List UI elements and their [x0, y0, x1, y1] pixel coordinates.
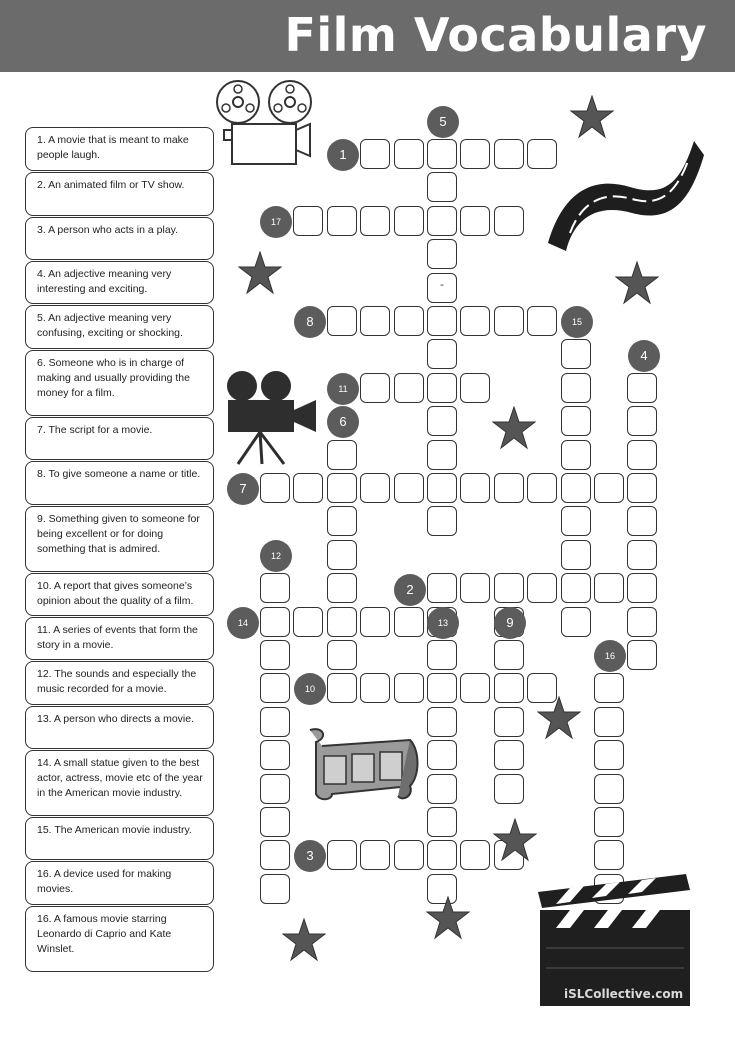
clue-box: 11. A series of events that form the story in a movie.: [25, 617, 214, 660]
grid-cell[interactable]: [460, 840, 490, 870]
grid-cell[interactable]: [627, 506, 657, 536]
page-title: Film Vocabulary: [284, 8, 707, 62]
grid-cell[interactable]: [394, 473, 424, 503]
grid-cell[interactable]: [427, 206, 457, 236]
clue-box: 10. A report that gives someone’s opinion about the quality of a film.: [25, 573, 214, 616]
grid-cell[interactable]: [360, 306, 390, 336]
grid-cell[interactable]: [427, 740, 457, 770]
grid-cell[interactable]: [260, 607, 290, 637]
grid-cell[interactable]: [427, 840, 457, 870]
grid-cell[interactable]: [427, 440, 457, 470]
grid-cell[interactable]: [394, 139, 424, 169]
grid-cell[interactable]: [327, 573, 357, 603]
grid-cell[interactable]: [427, 573, 457, 603]
grid-cell[interactable]: [627, 540, 657, 570]
grid-cell[interactable]: [594, 707, 624, 737]
grid-cell[interactable]: [327, 673, 357, 703]
clue-number-16: 16: [594, 640, 626, 672]
grid-cell[interactable]: [594, 473, 624, 503]
clue-number-3: 3: [294, 840, 326, 872]
clue-number-4: 4: [628, 340, 660, 372]
grid-cell[interactable]: [494, 206, 524, 236]
star-icon: [615, 261, 659, 305]
grid-cell[interactable]: [627, 640, 657, 670]
grid-cell[interactable]: [427, 506, 457, 536]
grid-cell[interactable]: [594, 573, 624, 603]
clue-number-9: 9: [494, 607, 526, 639]
grid-cell[interactable]: [327, 506, 357, 536]
grid-cell[interactable]: [327, 440, 357, 470]
clue-box: 8. To give someone a name or title.: [25, 461, 214, 505]
grid-cell[interactable]: [394, 306, 424, 336]
grid-cell[interactable]: [427, 172, 457, 202]
star-icon: [426, 896, 470, 940]
grid-cell[interactable]: [627, 440, 657, 470]
star-icon: [492, 406, 536, 450]
clue-number-8: 8: [294, 306, 326, 338]
grid-cell[interactable]: [527, 573, 557, 603]
grid-cell[interactable]: [260, 473, 290, 503]
grid-cell[interactable]: [427, 373, 457, 403]
grid-cell[interactable]: [561, 473, 591, 503]
clue-box: 2. An animated film or TV show.: [25, 172, 214, 216]
grid-cell[interactable]: [293, 206, 323, 236]
grid-cell[interactable]: [494, 139, 524, 169]
grid-cell[interactable]: [260, 874, 290, 904]
grid-cell[interactable]: [260, 673, 290, 703]
grid-cell[interactable]: [460, 573, 490, 603]
grid-cell[interactable]: [427, 640, 457, 670]
grid-cell[interactable]: [293, 473, 323, 503]
grid-cell[interactable]: [561, 506, 591, 536]
grid-cell[interactable]: [260, 707, 290, 737]
clue-box: 9. Something given to someone for being excellent or for doing something that is admired.: [25, 506, 214, 572]
grid-cell[interactable]: [427, 306, 457, 336]
clue-number-17: 17: [260, 206, 292, 238]
clue-number-5: 5: [427, 106, 459, 138]
grid-cell[interactable]: [594, 774, 624, 804]
grid-cell[interactable]: [460, 473, 490, 503]
grid-cell[interactable]: [394, 373, 424, 403]
grid-cell[interactable]: [561, 339, 591, 369]
grid-cell[interactable]: [327, 306, 357, 336]
grid-cell[interactable]: [494, 673, 524, 703]
grid-cell[interactable]: [327, 840, 357, 870]
grid-cell[interactable]: [394, 607, 424, 637]
grid-cell[interactable]: [260, 740, 290, 770]
clue-box: 3. A person who acts in a play.: [25, 217, 214, 260]
grid-cell[interactable]: [427, 473, 457, 503]
grid-cell[interactable]: [394, 840, 424, 870]
clue-box: 4. An adjective meaning very interesting and exciting.: [25, 261, 214, 304]
grid-cell[interactable]: [360, 673, 390, 703]
grid-cell[interactable]: [561, 440, 591, 470]
grid-cell[interactable]: [260, 840, 290, 870]
grid-cell[interactable]: [527, 473, 557, 503]
clue-number-13: 13: [427, 607, 459, 639]
grid-cell[interactable]: [460, 139, 490, 169]
grid-cell[interactable]: [360, 840, 390, 870]
star-icon: [493, 818, 537, 862]
star-icon: [570, 95, 614, 139]
grid-cell[interactable]: [260, 573, 290, 603]
clue-number-15: 15: [561, 306, 593, 338]
grid-cell[interactable]: [594, 740, 624, 770]
grid-cell[interactable]: [594, 673, 624, 703]
grid-cell[interactable]: [394, 673, 424, 703]
grid-cell[interactable]: [427, 774, 457, 804]
clue-box: 15. The American movie industry.: [25, 817, 214, 860]
grid-cell[interactable]: [360, 607, 390, 637]
grid-cell[interactable]: [327, 540, 357, 570]
grid-cell[interactable]: [427, 707, 457, 737]
movie-camera-icon: [224, 370, 318, 465]
clue-number-14: 14: [227, 607, 259, 639]
grid-cell[interactable]: [527, 306, 557, 336]
clue-box: 5. An adjective meaning very confusing, exciting or shocking.: [25, 305, 214, 349]
clue-box: 7. The script for a movie.: [25, 417, 214, 460]
grid-cell[interactable]: [327, 473, 357, 503]
film-reel-strip-icon: [302, 726, 420, 804]
grid-cell[interactable]: [327, 607, 357, 637]
grid-cell[interactable]: [494, 740, 524, 770]
grid-cell[interactable]: [494, 473, 524, 503]
clue-number-12: 12: [260, 540, 292, 572]
grid-cell[interactable]: [293, 607, 323, 637]
grid-cell[interactable]: [627, 473, 657, 503]
star-icon: [282, 918, 326, 962]
grid-cell[interactable]: [627, 406, 657, 436]
grid-cell[interactable]: [260, 774, 290, 804]
clue-box: 6. Someone who is in charge of making and usually providing the money for a film.: [25, 350, 214, 416]
grid-cell[interactable]: [427, 239, 457, 269]
clue-box: 1. A movie that is meant to make people laugh.: [25, 127, 214, 171]
grid-cell[interactable]: [260, 640, 290, 670]
clue-box: 12. The sounds and especially the music recorded for a movie.: [25, 661, 214, 705]
grid-cell[interactable]: [394, 206, 424, 236]
grid-mark: -: [440, 278, 444, 291]
grid-cell[interactable]: [460, 373, 490, 403]
grid-cell[interactable]: [594, 840, 624, 870]
grid-cell[interactable]: [427, 139, 457, 169]
clue-number-10: 10: [294, 673, 326, 705]
grid-cell[interactable]: [427, 339, 457, 369]
grid-cell[interactable]: [561, 540, 591, 570]
grid-cell[interactable]: [561, 573, 591, 603]
clue-box: 16. A device used for making movies.: [25, 861, 214, 905]
grid-cell[interactable]: [494, 306, 524, 336]
grid-cell[interactable]: [360, 473, 390, 503]
clue-number-6: 6: [327, 406, 359, 438]
clue-box: 16. A famous movie starring Leonardo di Caprio and Kate Winslet.: [25, 906, 214, 972]
grid-cell[interactable]: [360, 206, 390, 236]
grid-cell[interactable]: [494, 774, 524, 804]
grid-cell[interactable]: [460, 673, 490, 703]
grid-cell[interactable]: [260, 807, 290, 837]
grid-cell[interactable]: [460, 206, 490, 236]
grid-cell[interactable]: [327, 640, 357, 670]
grid-cell[interactable]: [494, 573, 524, 603]
clue-box: 14. A small statue given to the best actor, actress, movie etc of the year in the American movie industry.: [25, 750, 214, 816]
film-strip-icon: [544, 135, 710, 253]
clue-number-11: 11: [327, 373, 359, 405]
grid-cell[interactable]: [460, 306, 490, 336]
clue-box: 13. A person who directs a movie.: [25, 706, 214, 749]
film-projector-icon: [214, 78, 318, 168]
grid-cell[interactable]: [494, 640, 524, 670]
title-banner: [0, 0, 735, 72]
grid-cell[interactable]: [627, 373, 657, 403]
star-icon: [537, 696, 581, 740]
grid-cell[interactable]: [594, 807, 624, 837]
clue-number-1: 1: [327, 139, 359, 171]
grid-cell[interactable]: [627, 607, 657, 637]
grid-cell[interactable]: [360, 139, 390, 169]
grid-cell[interactable]: [327, 206, 357, 236]
grid-cell[interactable]: [627, 573, 657, 603]
grid-cell[interactable]: [360, 373, 390, 403]
grid-cell[interactable]: [561, 373, 591, 403]
star-icon: [238, 251, 282, 295]
clue-number-7: 7: [227, 473, 259, 505]
grid-cell[interactable]: [561, 607, 591, 637]
grid-cell[interactable]: [427, 406, 457, 436]
grid-cell[interactable]: [427, 807, 457, 837]
grid-cell[interactable]: [561, 406, 591, 436]
grid-cell[interactable]: [494, 707, 524, 737]
grid-cell[interactable]: [427, 673, 457, 703]
clue-number-2: 2: [394, 574, 426, 606]
watermark: iSLCollective.com: [564, 987, 684, 1001]
